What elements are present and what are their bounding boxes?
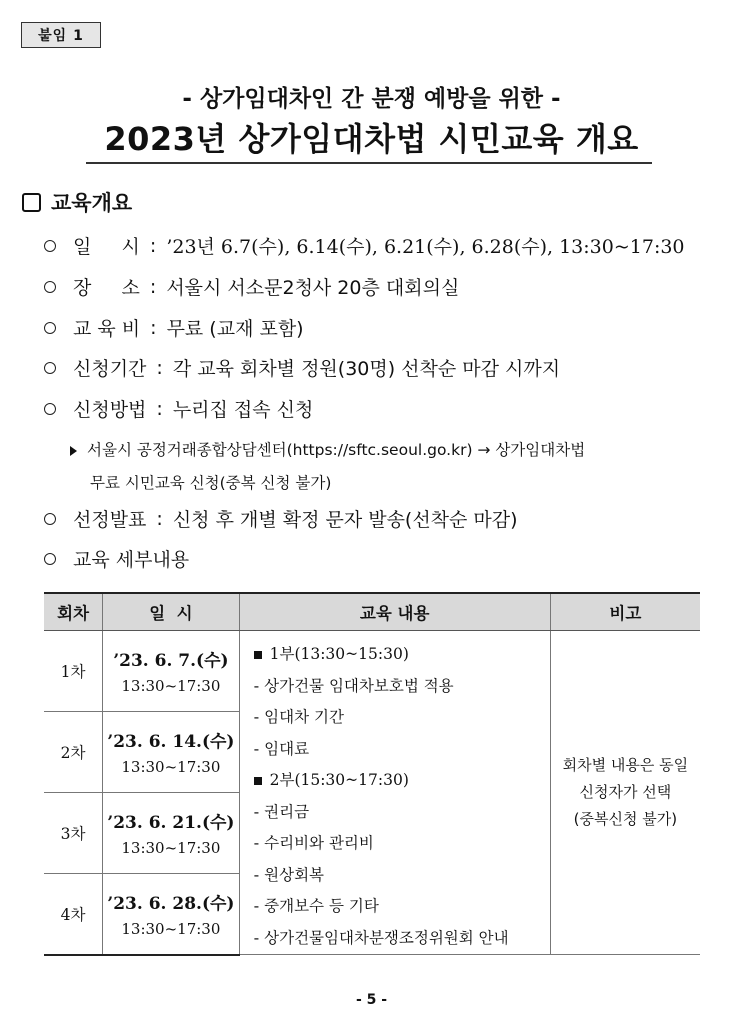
row-date — [103, 631, 239, 712]
row-date-time: 13:30~17:30 — [121, 677, 221, 696]
row-round: 3차 — [44, 792, 103, 873]
item-detail — [44, 545, 189, 572]
checkbox-icon — [22, 193, 41, 212]
item-fee — [44, 314, 304, 341]
row-date-day: ’23. 6. 7.(수) — [113, 651, 229, 672]
item-announce-value: 신청 후 개별 확정 문자 발송(선착순 마감) — [172, 509, 518, 531]
content-line: - 상가건물 임대차보호법 적용 — [253, 676, 454, 695]
method-note-line2: 무료 시민교육 신청(중복 신청 불가) — [90, 474, 332, 492]
item-fee-value: 무료 (교재 포함) — [166, 318, 304, 340]
row-date — [103, 873, 239, 954]
item-fee-label: 교 육 비 — [73, 318, 141, 340]
circle-bullet-icon — [44, 403, 56, 415]
circle-bullet-icon — [44, 281, 56, 293]
header-round: 회차 — [44, 593, 103, 631]
item-method — [44, 395, 313, 422]
item-period — [44, 354, 560, 381]
title-underline — [86, 162, 652, 164]
row-date-day: ’23. 6. 28.(수) — [107, 894, 235, 915]
row-round: 1차 — [44, 631, 103, 712]
row-date-time: 13:30~17:30 — [121, 839, 221, 858]
method-note-line1: 서울시 공정거래종합상담센터(https://sftc.seoul.go.kr) → 상가임대차법 — [87, 441, 586, 459]
row-date-day: ’23. 6. 14.(수) — [107, 732, 235, 753]
part2-heading: 2부(15:30~17:30) — [254, 765, 550, 797]
colon: : — [156, 356, 163, 379]
content-line: - 수리비와 관리비 — [253, 834, 374, 852]
content-line: - 원상회복 — [253, 865, 325, 884]
item-date — [44, 232, 685, 259]
circle-bullet-icon — [44, 322, 56, 334]
triangle-bullet-icon — [70, 446, 77, 456]
item-place-label: 장 소 — [73, 277, 140, 299]
item-date-value: ’23년 6.7(수), 6.14(수), 6.21(수), 6.28(수), 13:30~17:30 — [166, 236, 685, 258]
circle-bullet-icon — [44, 362, 56, 374]
header-note: 비고 — [550, 593, 700, 631]
item-period-value: 각 교육 회차별 정원(30명) 선착순 마감 시까지 — [172, 358, 561, 380]
method-note — [70, 438, 585, 460]
row-date — [103, 792, 239, 873]
circle-bullet-icon — [44, 513, 56, 525]
colon: : — [156, 507, 163, 530]
row-date-time: 13:30~17:30 — [121, 920, 221, 939]
note-line: 회차별 내용은 동일 — [562, 756, 689, 774]
item-announce-label: 선정발표 — [73, 509, 147, 531]
part1-heading: 1부(13:30~15:30) — [254, 639, 550, 671]
row-date — [103, 711, 239, 792]
section-heading-text: 교육개요 — [51, 191, 133, 215]
colon: : — [150, 316, 157, 339]
header-content: 교육 내용 — [239, 593, 550, 631]
item-period-label: 신청기간 — [73, 358, 147, 380]
square-bullet-icon — [254, 651, 262, 659]
row-date-day: ’23. 6. 21.(수) — [107, 813, 235, 834]
item-detail-label: 교육 세부내용 — [73, 549, 190, 571]
note-line: 신청자가 선택 — [579, 783, 672, 801]
content-line: - 권리금 — [253, 802, 310, 821]
item-date-label: 일 시 — [73, 236, 140, 258]
colon: : — [149, 234, 157, 257]
document-subtitle: - 상가임대차인 간 분쟁 예방을 위한 - — [182, 86, 561, 112]
item-method-value: 누리집 접속 신청 — [172, 399, 314, 421]
note-cell — [550, 631, 700, 955]
item-place — [44, 273, 459, 300]
header-datetime: 일 시 — [103, 593, 239, 631]
row-round: 2차 — [44, 711, 103, 792]
document-title: 2023년 상가임대차법 시민교육 개요 — [104, 120, 639, 158]
colon: : — [156, 397, 163, 420]
content-line: - 상가건물임대차분쟁조정위원회 안내 — [253, 928, 509, 947]
circle-bullet-icon — [44, 240, 56, 252]
table-header-row — [44, 593, 700, 631]
item-announce — [44, 505, 518, 532]
table-row — [44, 631, 700, 712]
item-method-label: 신청방법 — [73, 399, 147, 421]
schedule-table — [44, 592, 700, 956]
circle-bullet-icon — [44, 553, 56, 565]
content-line: - 임대료 — [253, 739, 310, 758]
note-line: (중복신청 불가) — [573, 810, 678, 828]
square-bullet-icon — [254, 777, 262, 785]
item-place-value: 서울시 서소문2청사 20층 대회의실 — [166, 277, 460, 299]
content-line: - 중개보수 등 기타 — [253, 897, 379, 915]
attachment-badge: 붙임 1 — [21, 22, 101, 48]
page-number: - 5 - — [355, 992, 388, 1008]
content-line: - 임대차 기간 — [253, 708, 344, 726]
section-heading — [22, 187, 132, 217]
row-round: 4차 — [44, 873, 103, 954]
education-content — [239, 631, 550, 955]
row-date-time: 13:30~17:30 — [121, 758, 221, 777]
colon: : — [149, 275, 157, 298]
